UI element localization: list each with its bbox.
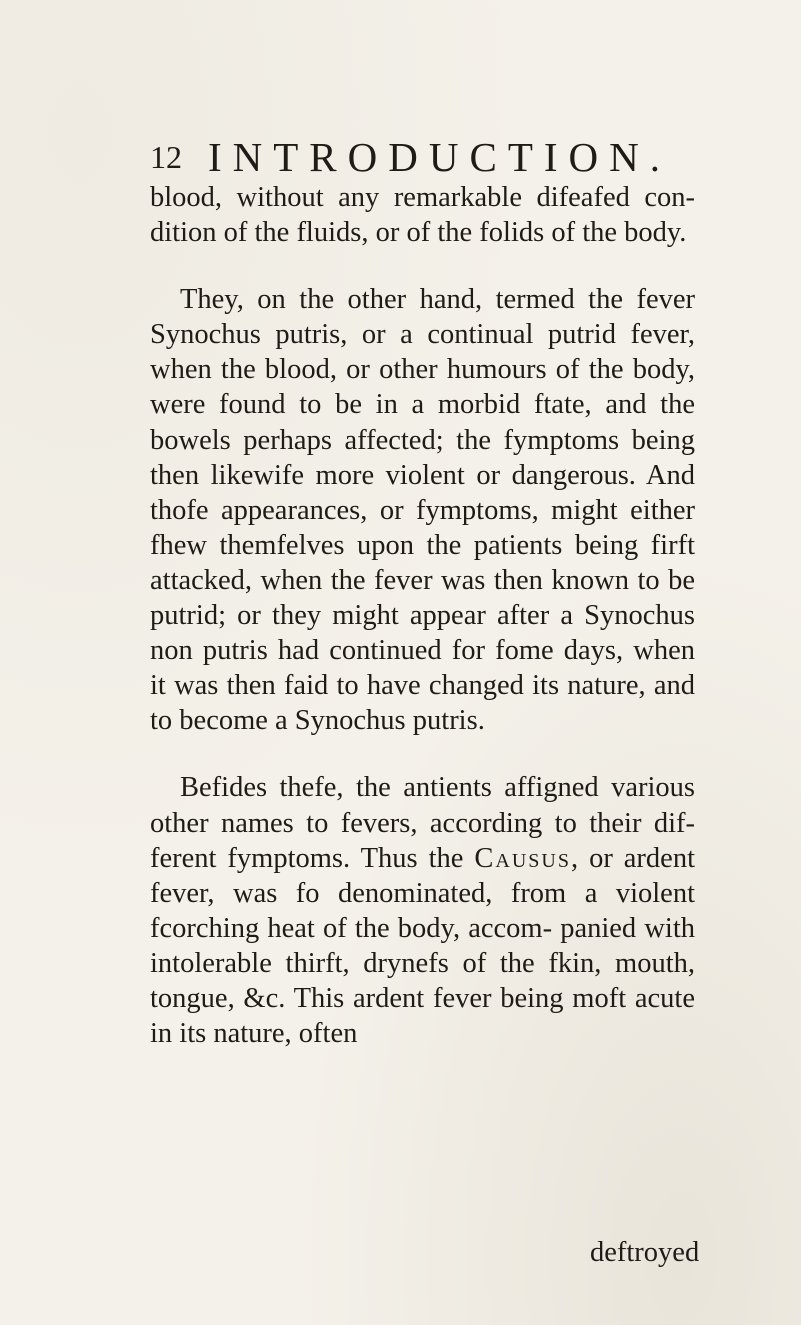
paragraph-causus-text-before: Befides thefe, the antients affigned various other names to fevers, according to their dif- ferent fymptoms. Thus the — [150, 772, 695, 874]
running-title: INTRODUCTION. — [208, 134, 671, 180]
paragraph-synochus-putris: They, on the other hand, termed the fever Synochus putris, or a continual putrid fever, when the blood, or other humours of the body, were found to be in a morbid ftate, and the bowels perhaps affected; the fymptoms being then likewife more violent or dangerous. And thofe appearances, or fymptoms, might either fhew themfelves upon the patients being firft attacked, when the fever was then known to be putrid; or they might appear after a Synochus non putris had continued for fome days, when it was then faid to have changed its nature, and to become a Synochus putris. — [150, 284, 695, 737]
paragraph-causus — [150, 770, 695, 1051]
causus-small-caps: Causus — [474, 842, 571, 874]
paragraph-continued: blood, without any remarkable difeafed con- dition of the fluids, or of the folids of the body. — [150, 182, 695, 249]
body-text — [150, 180, 695, 1051]
page-number: 12 — [150, 139, 182, 175]
catchword: deftroyed — [590, 1237, 700, 1268]
page-header — [150, 133, 690, 179]
paragraph-causus-text-after: , or ardent fever, was fo denominated, from a violent fcorching heat of the body, accom- panied with intolerable thirft, drynefs of the fkin, mouth, tongue, &c. This ardent fever being moft acute in its nature, often — [150, 842, 695, 1050]
